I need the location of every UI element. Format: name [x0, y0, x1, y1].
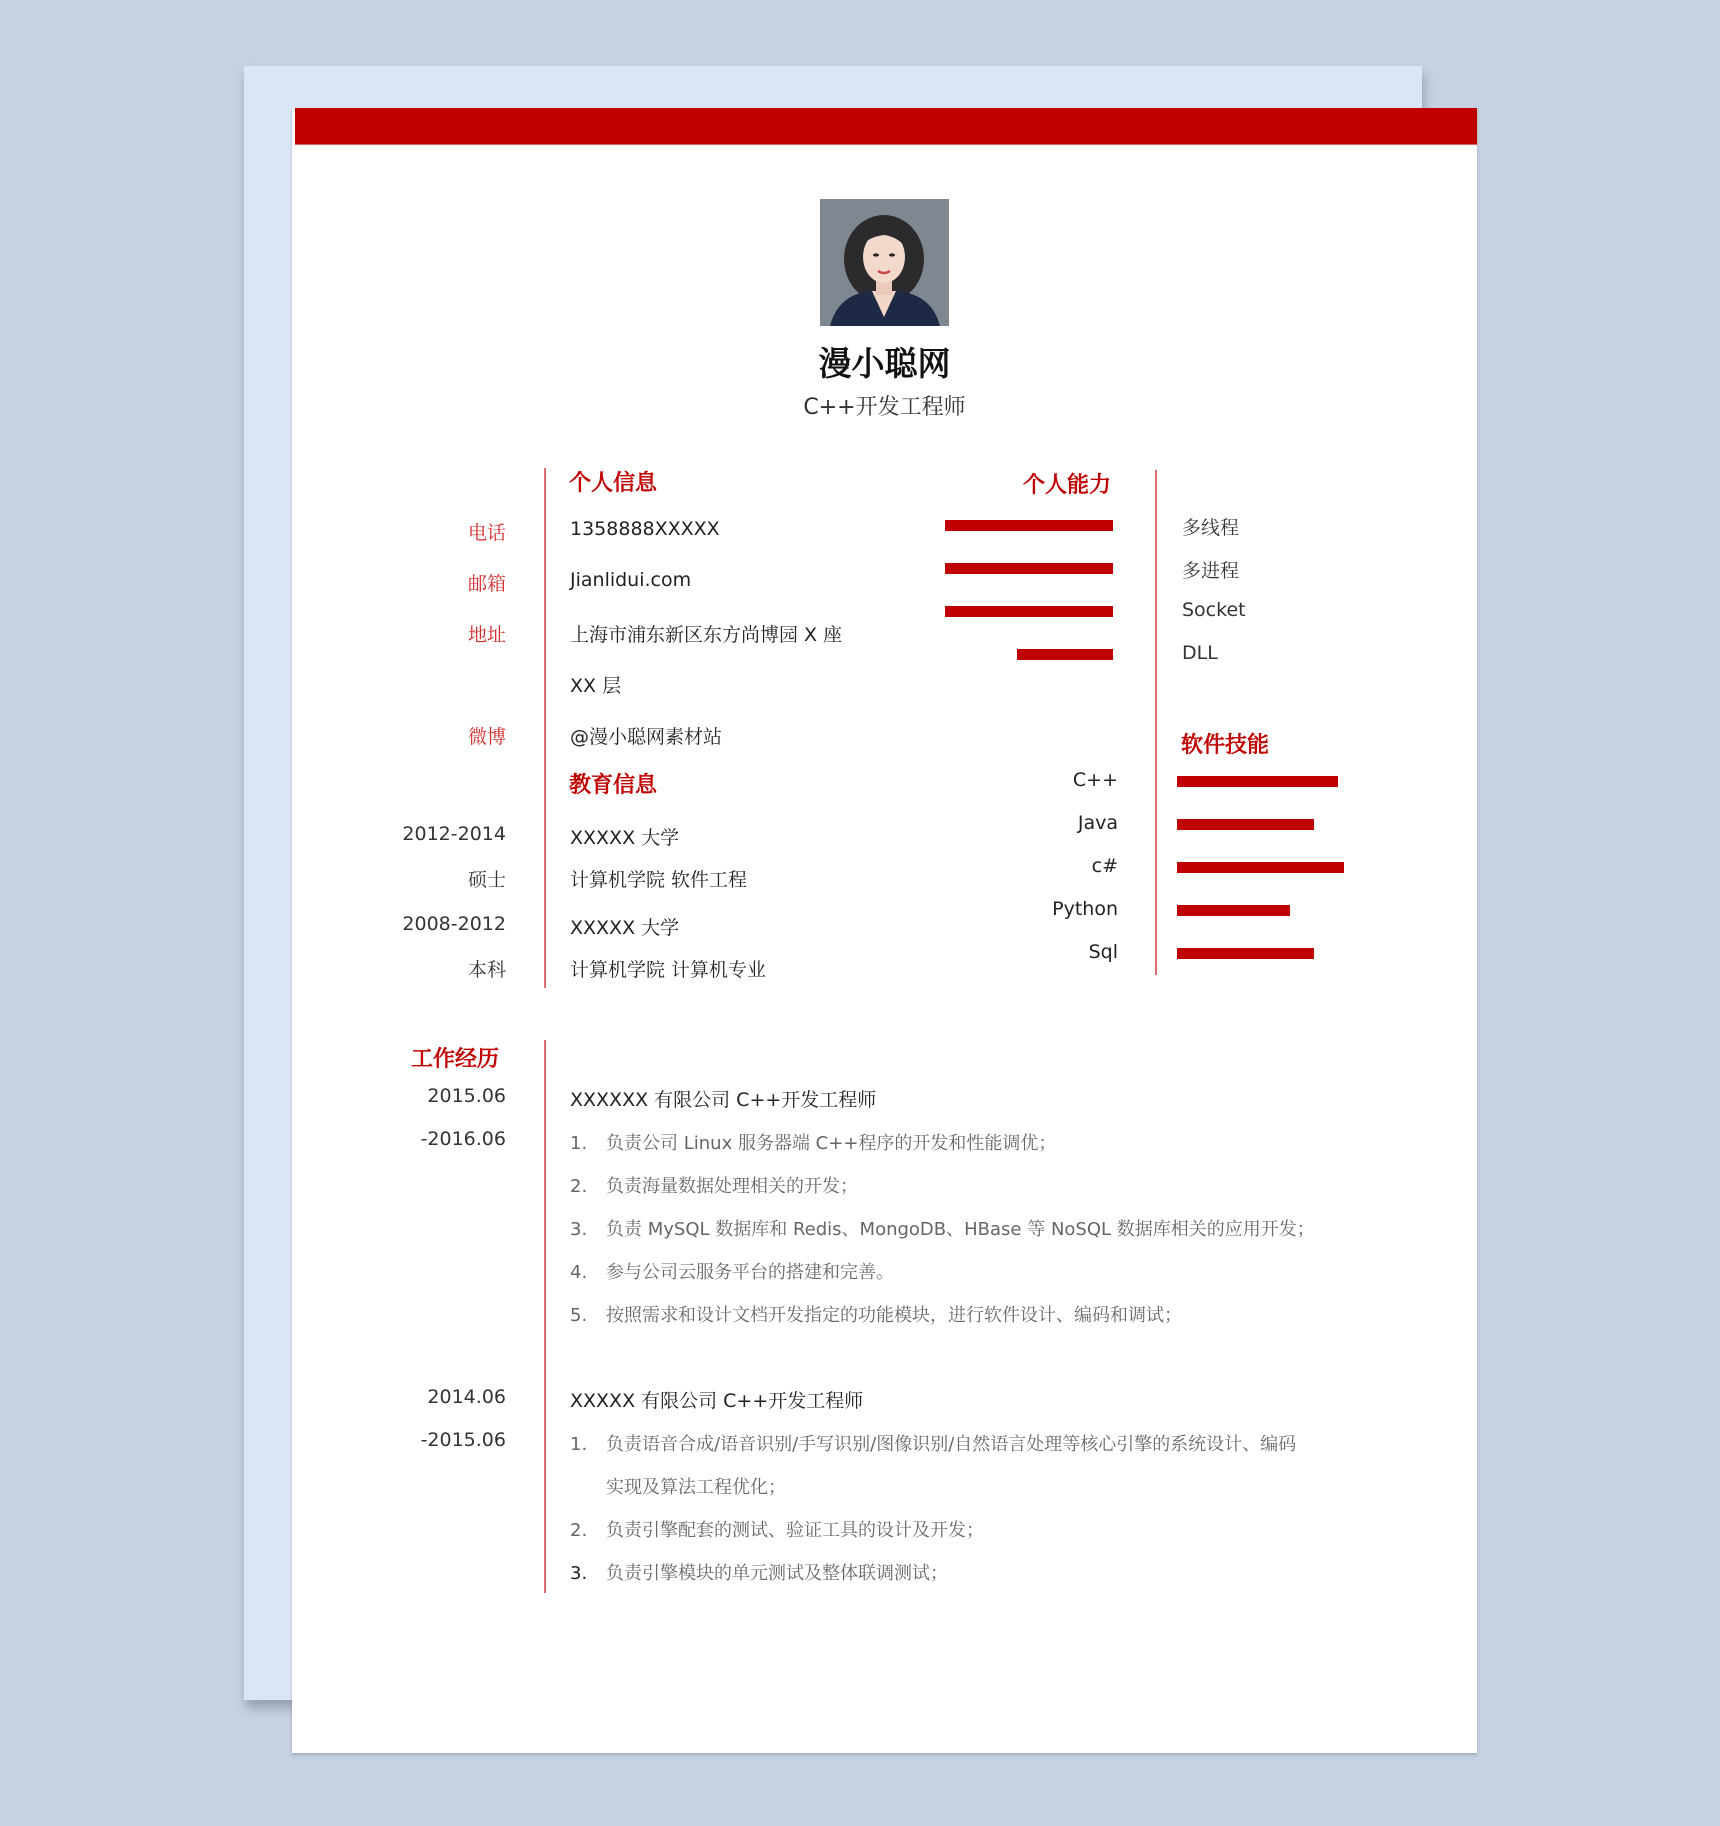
skill-bar — [1177, 862, 1344, 873]
address-value-line2: XX 层 — [570, 675, 622, 697]
education-period: 2012-2014 — [402, 823, 506, 845]
duty-number: 4. — [570, 1262, 588, 1283]
skill-name: c# — [1091, 855, 1118, 877]
personal-info-title: 个人信息 — [569, 471, 658, 496]
work-experience-title: 工作经历 — [411, 1047, 500, 1072]
candidate-name: 漫小聪网 — [818, 344, 951, 383]
right-divider-line — [1155, 470, 1157, 975]
skill-name: Java — [1077, 812, 1118, 834]
education-major: 计算机学院 软件工程 — [570, 869, 748, 891]
phone-value: 1358888XXXXX — [570, 518, 720, 540]
duty-number: 1. — [570, 1133, 588, 1154]
ability-bar — [1017, 649, 1113, 660]
header-accent-bar — [295, 108, 1477, 145]
education-degree: 本科 — [467, 959, 506, 981]
duty-text: 按照需求和设计文档开发指定的功能模块，进行软件设计、编码和调试； — [606, 1305, 1182, 1326]
ability-bar — [945, 606, 1113, 617]
email-label: 邮箱 — [467, 573, 506, 595]
job-start-date: 2015.06 — [427, 1085, 506, 1107]
job-duty — [570, 1129, 1056, 1155]
address-label: 地址 — [467, 624, 506, 646]
duty-number: 5. — [570, 1305, 588, 1326]
duty-number: 2. — [570, 1520, 588, 1541]
duty-text: 负责海量数据处理相关的开发； — [606, 1176, 858, 1197]
resume-page — [292, 108, 1477, 1753]
education-title: 教育信息 — [569, 773, 658, 798]
profile-photo — [820, 199, 949, 326]
job-headline: XXXXX 有限公司 C++开发工程师 — [570, 1390, 864, 1412]
job-duty-continued — [570, 1473, 786, 1499]
ability-bar — [945, 563, 1113, 574]
skill-name: C++ — [1072, 769, 1118, 791]
duty-number: 3. — [570, 1219, 588, 1240]
job-end-date: -2015.06 — [420, 1429, 506, 1451]
job-duty — [570, 1430, 1296, 1456]
ability-name: DLL — [1182, 642, 1218, 664]
address-value: 上海市浦东新区东方尚博园 X 座 — [570, 624, 843, 646]
candidate-job-title: C++开发工程师 — [803, 395, 966, 420]
job-duty — [570, 1215, 1315, 1241]
skill-bar — [1177, 776, 1338, 787]
duty-number: 1. — [570, 1434, 588, 1455]
work-divider-line — [544, 1040, 546, 1593]
skill-bar — [1177, 948, 1314, 959]
duty-text: 负责引擎配套的测试、验证工具的设计及开发； — [606, 1520, 984, 1541]
job-duty — [570, 1516, 984, 1542]
duty-number: 2. — [570, 1176, 588, 1197]
job-duty — [570, 1258, 894, 1284]
duty-text: 负责 MySQL 数据库和 Redis、MongoDB、HBase 等 NoSQL 数据库相关的应用开发； — [606, 1219, 1315, 1240]
education-major: 计算机学院 计算机专业 — [570, 959, 767, 981]
job-start-date: 2014.06 — [427, 1386, 506, 1408]
phone-label: 电话 — [467, 522, 506, 544]
job-duty — [570, 1301, 1182, 1327]
job-duty — [570, 1559, 948, 1585]
skill-bar — [1177, 819, 1314, 830]
left-divider-line — [544, 468, 546, 988]
ability-name: 多进程 — [1182, 560, 1240, 582]
duty-text: 负责引擎模块的单元测试及整体联调测试； — [606, 1563, 948, 1584]
job-headline: XXXXXX 有限公司 C++开发工程师 — [570, 1089, 877, 1111]
skill-bar — [1177, 905, 1290, 916]
weibo-label: 微博 — [467, 726, 506, 748]
education-school: XXXXX 大学 — [570, 917, 680, 939]
duty-text: 负责语音合成/语音识别/手写识别/图像识别/自然语言处理等核心引擎的系统设计、编码 — [606, 1434, 1297, 1455]
duty-text: 实现及算法工程优化； — [606, 1477, 786, 1498]
ability-bar — [945, 520, 1113, 531]
job-duty — [570, 1172, 858, 1198]
duty-number: 3. — [570, 1563, 588, 1584]
education-period: 2008-2012 — [402, 913, 506, 935]
education-degree: 硕士 — [467, 869, 506, 891]
abilities-title: 个人能力 — [1023, 473, 1112, 498]
education-school: XXXXX 大学 — [570, 827, 680, 849]
ability-name: 多线程 — [1182, 517, 1240, 539]
duty-text: 负责公司 Linux 服务器端 C++程序的开发和性能调优； — [606, 1133, 1057, 1154]
email-value: Jianlidui.com — [570, 569, 692, 591]
duty-text: 参与公司云服务平台的搭建和完善。 — [606, 1262, 894, 1283]
weibo-value: @漫小聪网素材站 — [570, 726, 723, 748]
skill-name: Sql — [1088, 941, 1118, 963]
skill-name: Python — [1052, 898, 1118, 920]
ability-name: Socket — [1182, 599, 1246, 621]
software-skills-title: 软件技能 — [1181, 733, 1270, 758]
job-end-date: -2016.06 — [420, 1128, 506, 1150]
